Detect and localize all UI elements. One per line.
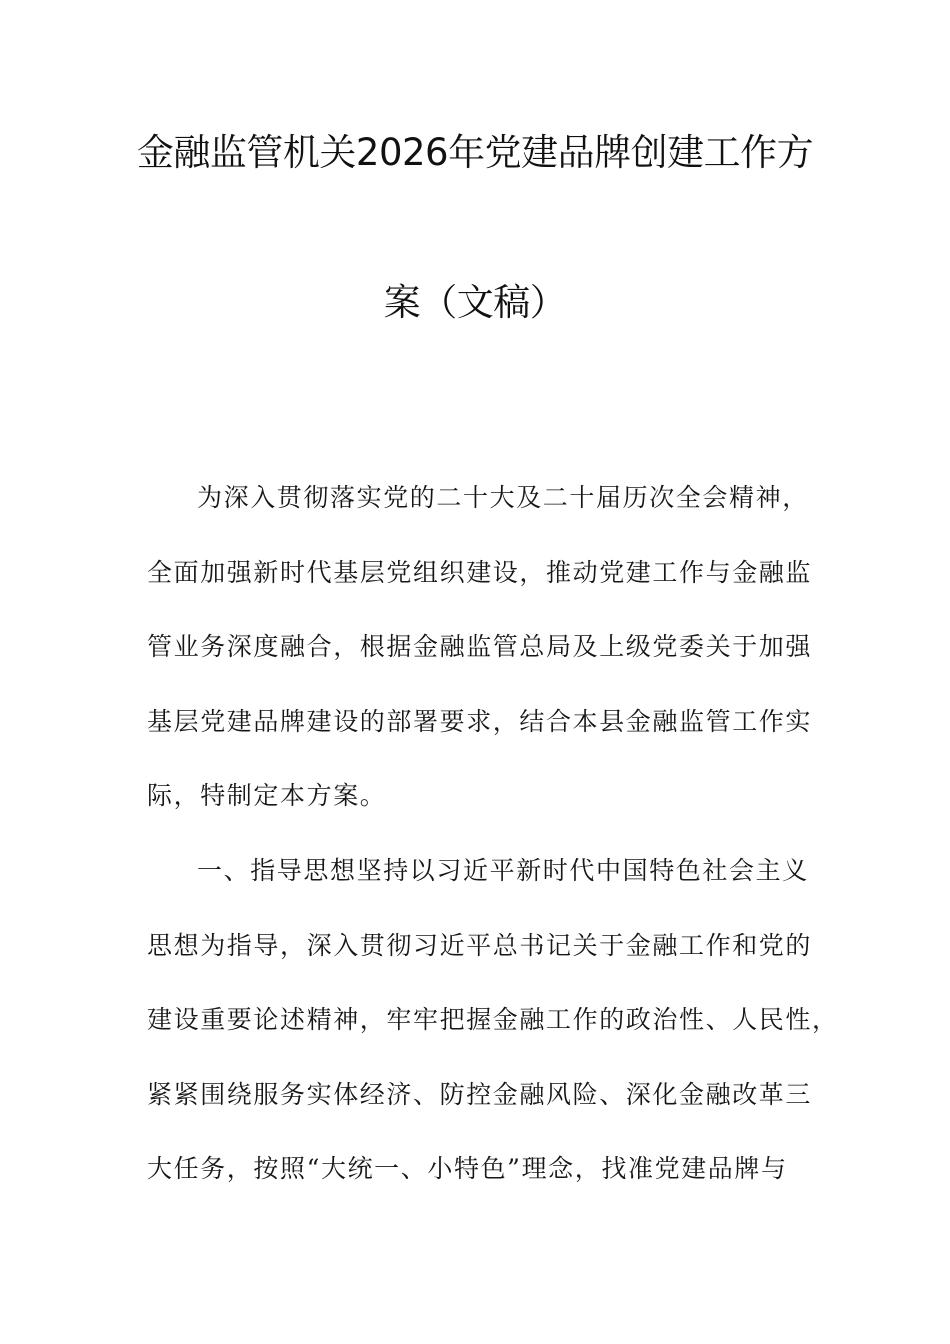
document-title-line-2: 案（文稿） [383, 281, 567, 324]
paragraph-2-line-5: 大任务，按照“大统一、小特色”理念，找准党建品牌与 [147, 1154, 788, 1183]
paragraph-1-line-4: 基层党建品牌建设的部署要求，结合本县金融监管工作实 [147, 707, 813, 736]
paragraph-1-line-3: 管业务深度融合，根据金融监管总局及上级党委关于加强 [147, 632, 813, 661]
paragraph-2-line-4: 紧紧围绕服务实体经济、防控金融风险、深化金融改革三 [147, 1080, 813, 1109]
paragraph-2-line-1: 一、指导思想坚持以习近平新时代中国特色社会主义 [197, 856, 809, 885]
paragraph-1-line-1: 为深入贯彻落实党的二十大及二十届历次全会精神， [197, 483, 809, 512]
paragraph-1-line-2: 全面加强新时代基层党组织建设，推动党建工作与金融监 [147, 558, 813, 587]
paragraph-2-line-2: 思想为指导，深入贯彻习近平总书记关于金融工作和党的 [147, 931, 813, 960]
document-title-line-1: 金融监管机关2026年党建品牌创建工作方 [136, 131, 814, 174]
paragraph-2-line-3: 建设重要论述精神，牢牢把握金融工作的政治性、人民性， [147, 1005, 839, 1034]
paragraph-1-line-5: 际，特制定本方案。 [147, 781, 387, 810]
